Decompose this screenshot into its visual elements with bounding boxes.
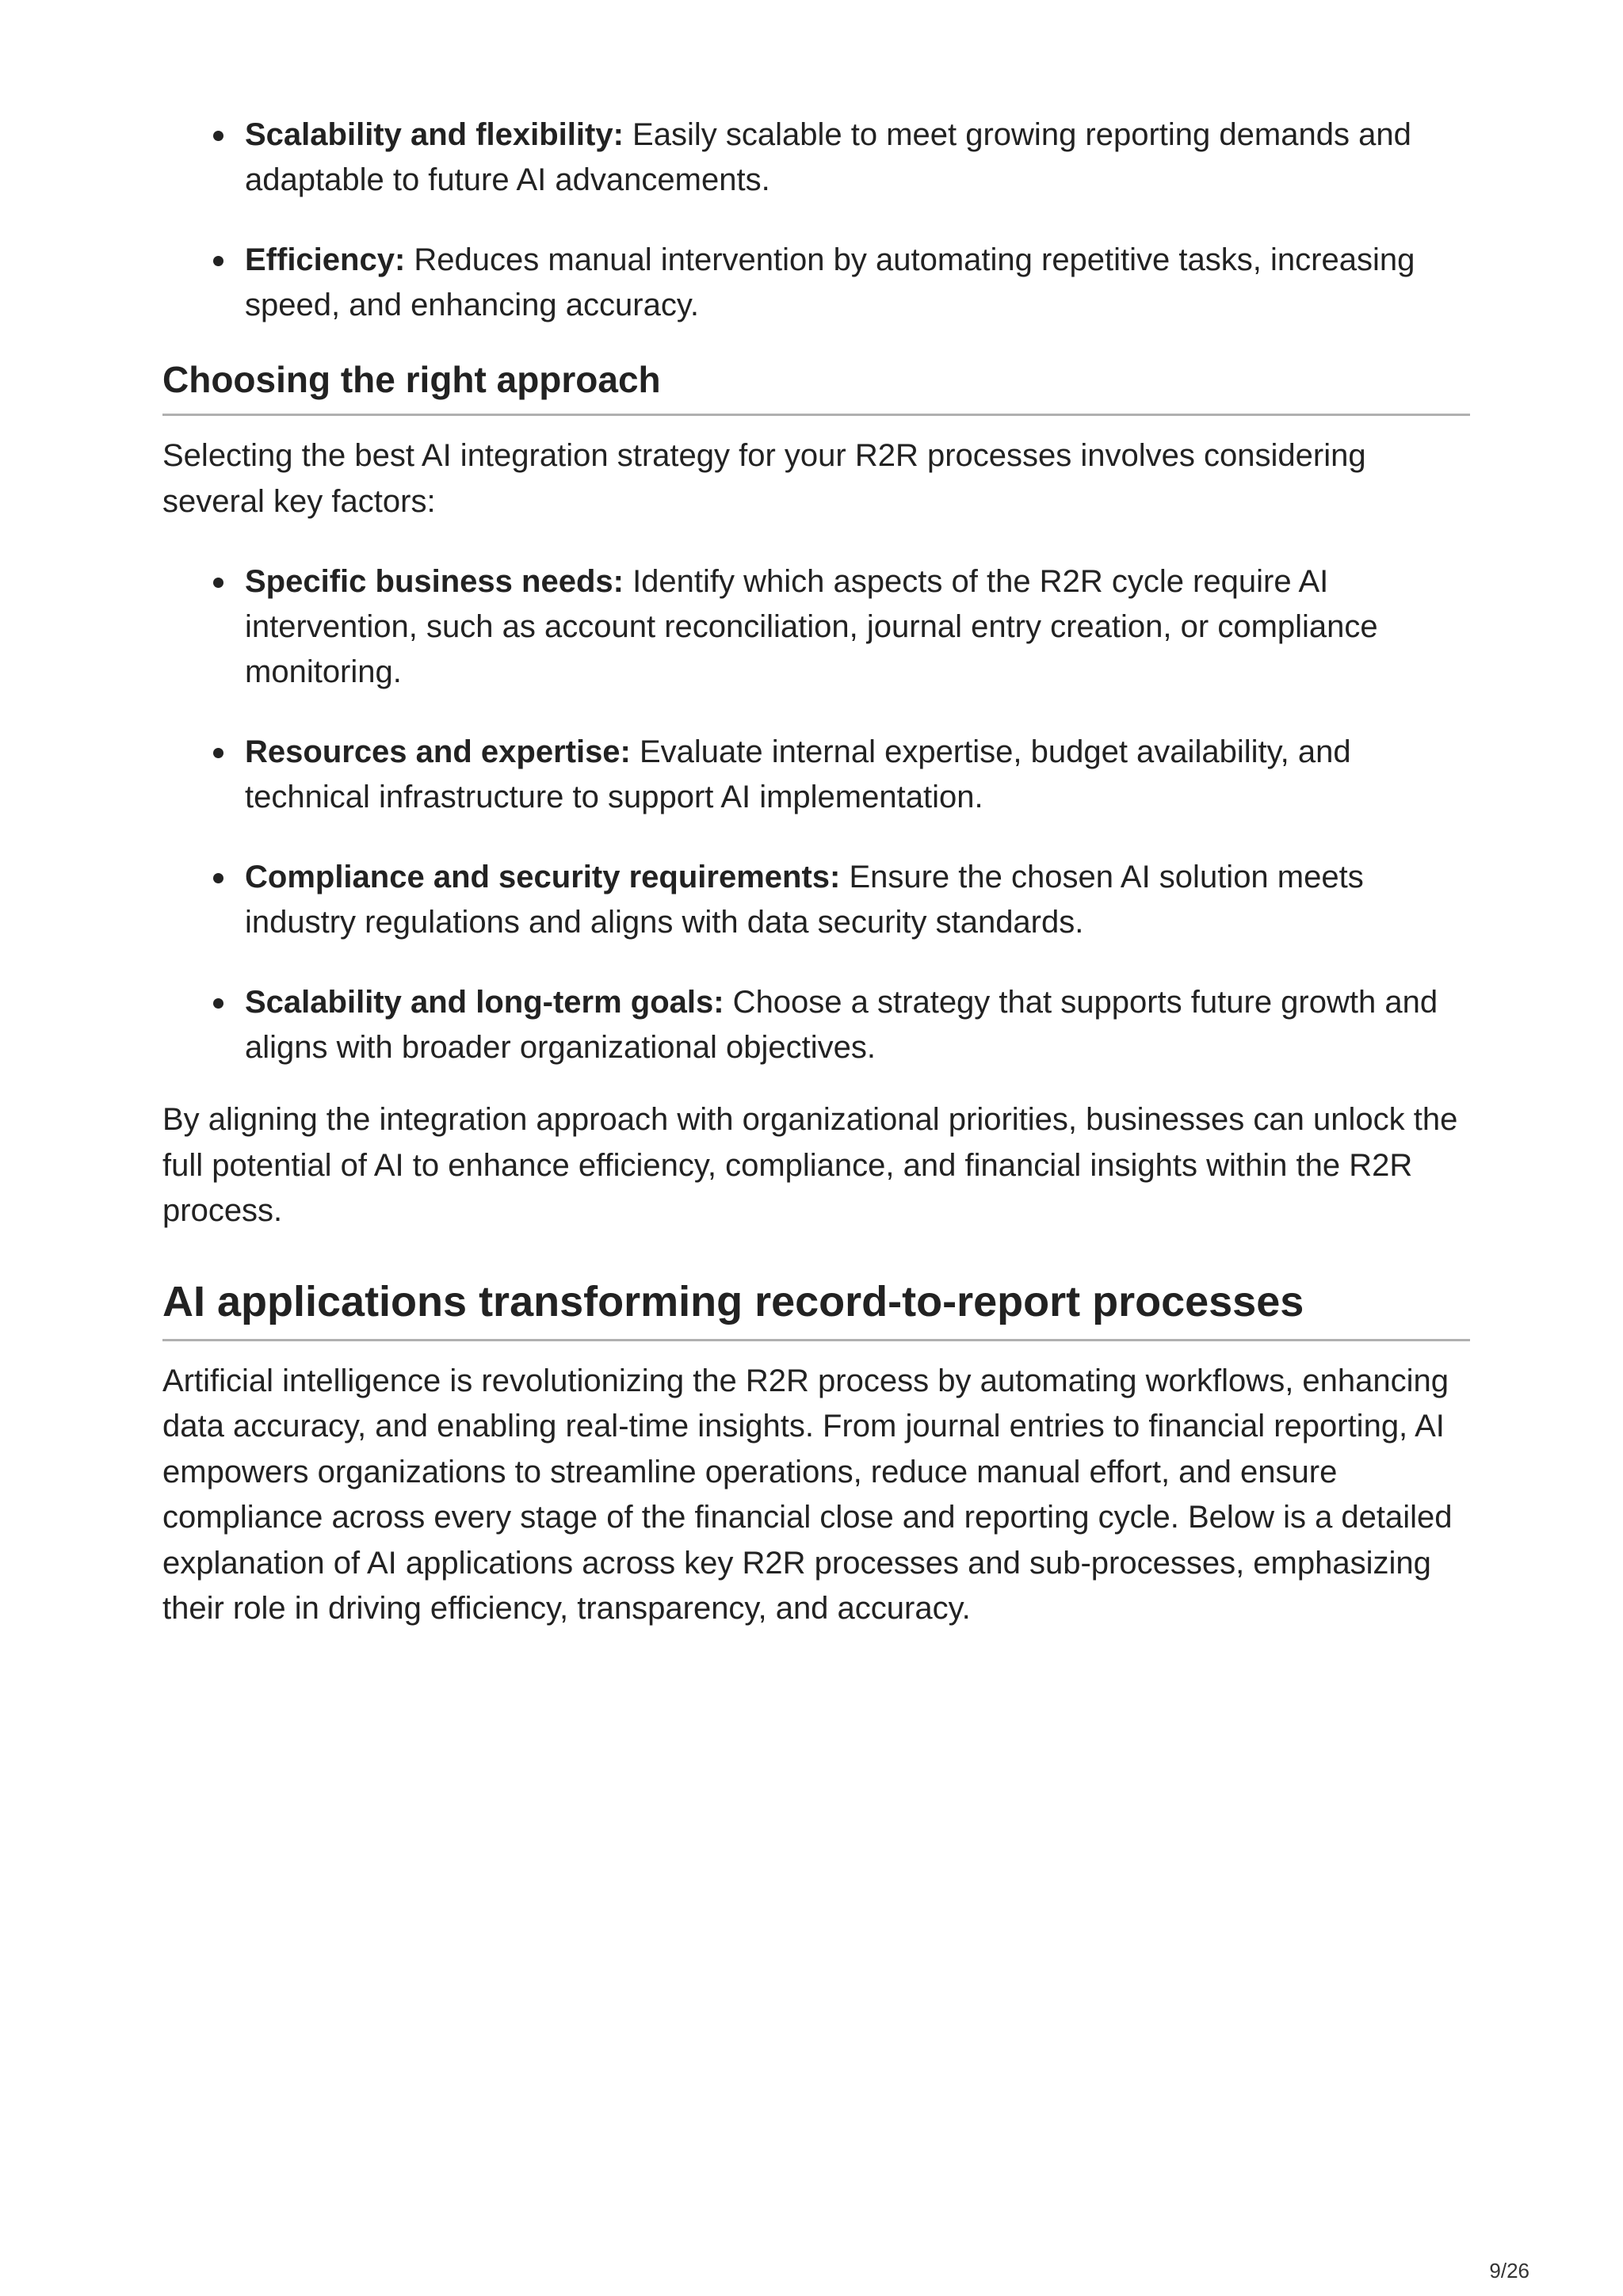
applications-heading: AI applications transforming record-to-report processes bbox=[162, 1276, 1470, 1341]
list-item bbox=[245, 855, 1470, 945]
list-item bbox=[245, 980, 1470, 1070]
bullet-dot bbox=[213, 256, 223, 266]
intro-bullet-list bbox=[162, 113, 1470, 328]
list-item bbox=[245, 730, 1470, 820]
bullet-term: Compliance and security requirements: bbox=[245, 860, 841, 894]
bullet-dot bbox=[213, 131, 223, 141]
bullet-term: Specific business needs: bbox=[245, 564, 624, 599]
bullet-text: Choose a strategy that supports future growth and aligns with broader organizational objectives. bbox=[245, 985, 1438, 1065]
applications-body: Artificial intelligence is revolutionizing the R2R process by automating workflows, enhancing data accuracy, and enabling real-time insights. From journal entries to financial reporting, AI empowers organizations to streamline operations, reduce manual effort, and ensure compliance across every stage of the financial close and reporting cycle. Below is a detailed explanation of AI applications across key R2R processes and sub-processes, emphasizing their role in driving efficiency, transparency, and accuracy. bbox=[162, 1363, 1453, 1626]
bullet-text: Easily scalable to meet growing reporting demands and adaptable to future AI advancements. bbox=[245, 117, 1411, 197]
bullet-text: Reduces manual intervention by automating repetitive tasks, increasing speed, and enhancing accuracy. bbox=[245, 242, 1415, 322]
list-item bbox=[245, 238, 1470, 328]
bullet-dot bbox=[213, 748, 223, 758]
bullet-dot bbox=[213, 578, 223, 588]
approach-heading: Choosing the right approach bbox=[162, 357, 1470, 416]
bullet-dot bbox=[213, 998, 223, 1009]
list-item bbox=[245, 559, 1470, 695]
bullet-text: Ensure the chosen AI solution meets industry regulations and aligns with data security standards. bbox=[245, 860, 1364, 940]
bullet-term: Resources and expertise: bbox=[245, 734, 631, 769]
approach-closing: By aligning the integration approach with organizational priorities, businesses can unlock the full potential of AI to enhance efficiency, compliance, and financial insights within the R2R process. bbox=[162, 1102, 1458, 1228]
bullet-term: Scalability and long-term goals: bbox=[245, 985, 724, 1020]
bullet-term: Scalability and flexibility: bbox=[245, 117, 624, 152]
bullet-dot bbox=[213, 873, 223, 883]
page-number: 9/26 bbox=[1489, 2259, 1529, 2283]
approach-intro: Selecting the best AI integration strategy for your R2R processes involves considering several key factors: bbox=[162, 438, 1366, 519]
list-item bbox=[245, 113, 1470, 203]
bullet-text: Evaluate internal expertise, budget availability, and technical infrastructure to support AI implementation. bbox=[245, 734, 1351, 814]
bullet-text: Identify which aspects of the R2R cycle require AI intervention, such as account reconciliation, journal entry creation, or compliance monitoring. bbox=[245, 564, 1378, 689]
bullet-term: Efficiency: bbox=[245, 242, 406, 277]
document-page bbox=[162, 111, 1470, 1632]
approach-bullet-list bbox=[162, 559, 1470, 1070]
